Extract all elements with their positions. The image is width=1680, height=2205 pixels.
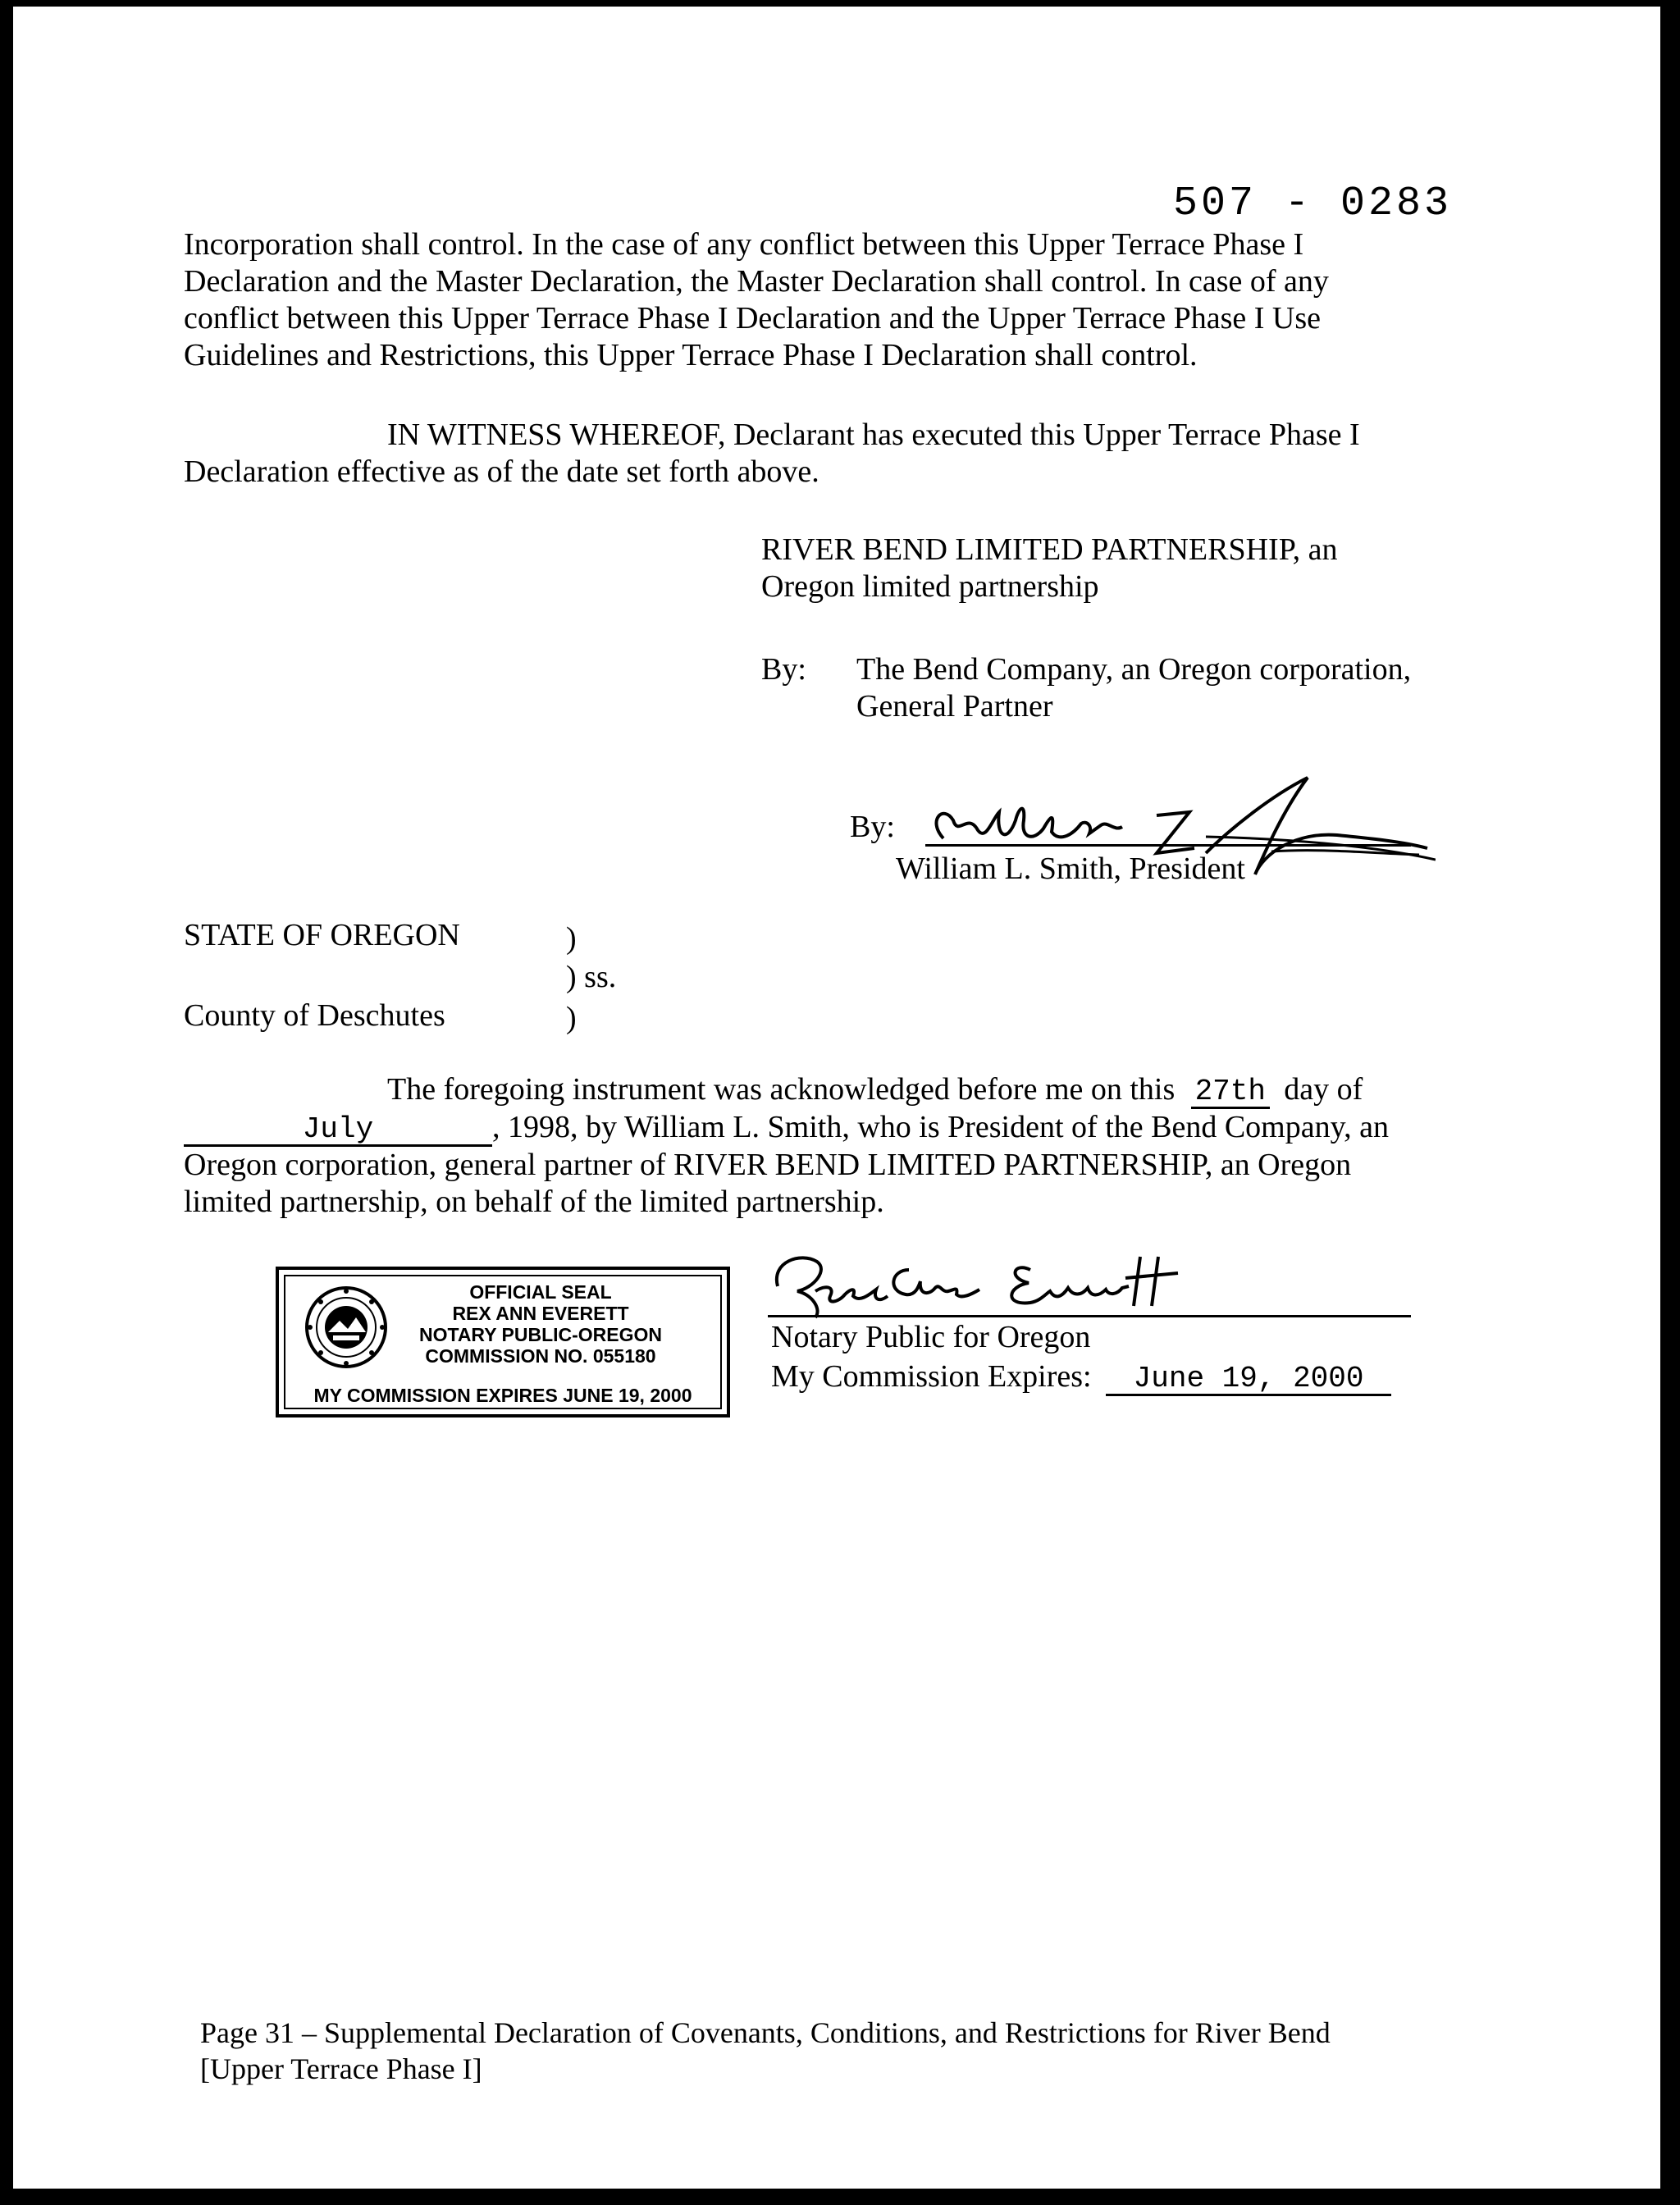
- notary-signature-line: [768, 1315, 1411, 1317]
- seal-expiration-line: MY COMMISSION EXPIRES JUNE 19, 2000: [313, 1385, 692, 1406]
- commission-label: My Commission Expires:: [771, 1359, 1092, 1394]
- seal-line: COMMISSION NO. 055180: [425, 1345, 656, 1367]
- commission-expiration: [771, 1358, 1391, 1396]
- acknowledgment-text: The foregoing instrument was acknowledged before me on this: [387, 1072, 1176, 1107]
- acknowledgment-paragraph: [184, 1071, 1389, 1221]
- company-block: [856, 651, 1411, 725]
- seal-text: [364, 1281, 717, 1367]
- notary-title: Notary Public for Oregon: [771, 1320, 1091, 1354]
- partnership-line: Oregon limited partnership: [761, 569, 1099, 604]
- paragraph-line: conflict between this Upper Terrace Phase I Declaration and the Upper Terrace Phase I Use: [184, 301, 1322, 336]
- acknowledgment-line: Oregon corporation, general partner of RIVER BEND LIMITED PARTNERSHIP, an Oregon: [184, 1148, 1352, 1182]
- witness-line: IN WITNESS WHEREOF, Declarant has executed this Upper Terrace Phase I: [387, 418, 1360, 452]
- paragraph-line: Guidelines and Restrictions, this Upper Terrace Phase I Declaration shall control.: [184, 338, 1198, 372]
- day-field: 27th: [1191, 1077, 1270, 1109]
- recording-number: 507 - 0283: [1173, 180, 1453, 227]
- venue-county: County of Deschutes: [184, 998, 445, 1033]
- footer-line: [Upper Terrace Phase I]: [200, 2052, 482, 2085]
- paragraph-line: Incorporation shall control. In the case of any conflict between this Upper Terrace Phase I: [184, 227, 1304, 262]
- acknowledgment-line: [184, 1071, 1389, 1109]
- page-footer: [200, 2015, 1331, 2087]
- signer-name: William L. Smith, President: [896, 851, 1245, 886]
- paragraph-line: Declaration and the Master Declaration, the Master Declaration shall control. In case of any: [184, 264, 1329, 299]
- closing-paragraph: [184, 226, 1329, 374]
- seal-line: REX ANN EVERETT: [452, 1303, 629, 1324]
- commission-date-field: June 19, 2000: [1106, 1364, 1391, 1396]
- acknowledgment-line: limited partnership, on behalf of the limited partnership.: [184, 1185, 884, 1219]
- month-field: July: [184, 1115, 492, 1147]
- signer-by-label: By:: [850, 810, 895, 844]
- partnership-line: RIVER BEND LIMITED PARTNERSHIP, an: [761, 532, 1338, 567]
- witness-paragraph: [184, 417, 1360, 491]
- acknowledgment-line: [184, 1109, 1389, 1147]
- company-line: General Partner: [856, 689, 1053, 724]
- company-line: The Bend Company, an Oregon corporation,: [856, 652, 1412, 687]
- venue-bracket: ): [566, 1001, 577, 1035]
- by-label: By:: [761, 652, 806, 687]
- footer-line: Page 31 – Supplemental Declaration of Covenants, Conditions, and Restrictions for River Bend: [200, 2016, 1331, 2049]
- seal-line: OFFICIAL SEAL: [469, 1281, 612, 1303]
- venue-state: STATE OF OREGON: [184, 918, 460, 952]
- acknowledgment-text: day of: [1284, 1072, 1363, 1107]
- seal-line: NOTARY PUBLIC-OREGON: [418, 1324, 663, 1345]
- venue-bracket: ): [566, 921, 577, 956]
- witness-line: Declaration effective as of the date set forth above.: [184, 454, 819, 489]
- acknowledgment-text: , 1998, by William L. Smith, who is President of the Bend Company, an: [492, 1110, 1390, 1144]
- notary-seal: [276, 1267, 730, 1418]
- venue-bracket-ss: ) ss.: [566, 960, 617, 994]
- partnership-name-block: [761, 532, 1338, 605]
- notary-signature: [768, 1237, 1227, 1327]
